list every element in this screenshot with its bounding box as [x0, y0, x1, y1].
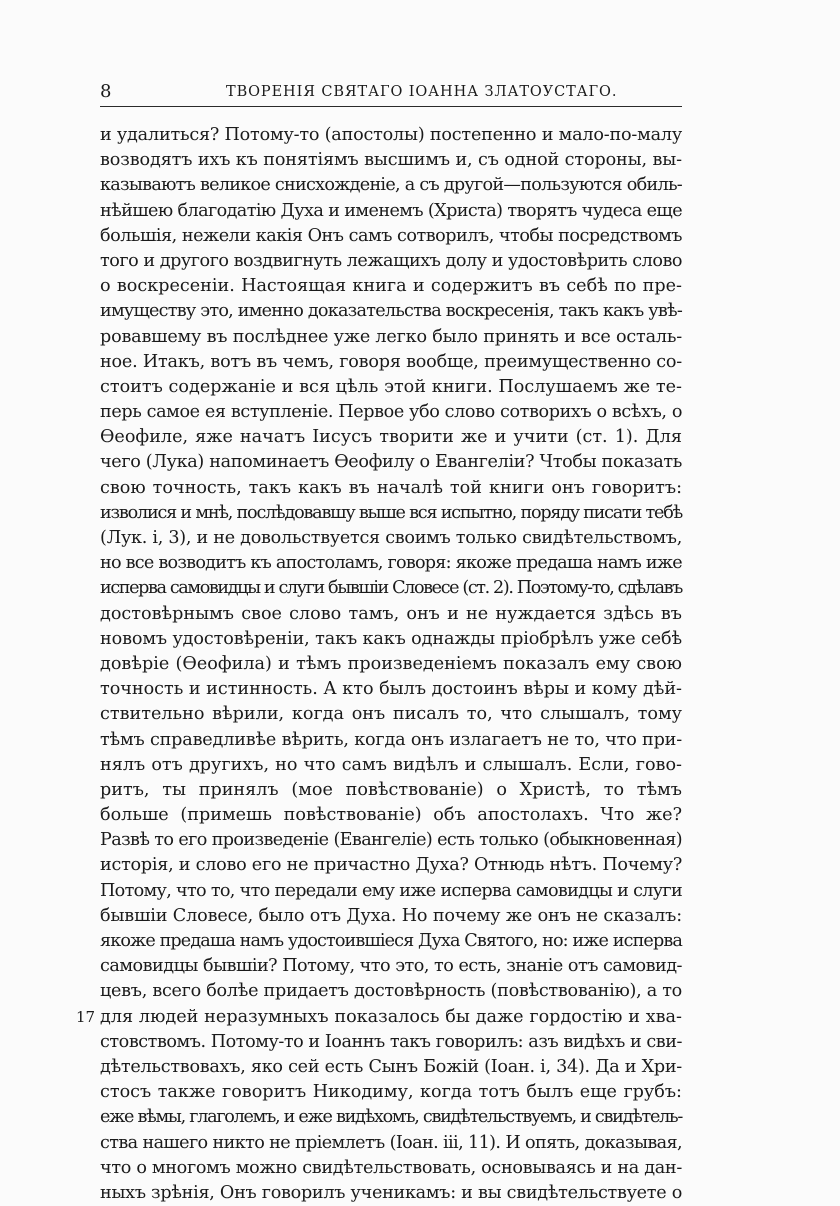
text-line	[100, 501, 682, 526]
text-line-content: ное. Итакъ, вотъ въ чемъ, говоря вообще, преимущественно со-	[100, 351, 683, 372]
text-line-content: (Лук. і, 3), и не довольствуется своимъ только свидѣтельствомъ,	[100, 528, 683, 548]
text-line	[100, 652, 682, 677]
text-line	[100, 803, 682, 828]
text-line-content: ства нашего никто не пріемлетъ (Іоан. ііі, 11). И опять, доказывая,	[100, 1132, 682, 1153]
text-line-content: нѣйшею благодатію Духа и именемъ (Христа) творятъ чудеса еще	[100, 200, 682, 221]
text-line	[100, 1105, 682, 1130]
text-line	[100, 602, 682, 627]
page-header	[100, 80, 682, 104]
text-line	[100, 299, 682, 324]
text-line	[100, 224, 682, 249]
text-line-content: того и другого воздвигнуть лежащихъ долу и удостовѣрить слово	[100, 250, 683, 271]
text-line	[100, 879, 682, 904]
text-line	[100, 350, 682, 375]
text-line	[100, 929, 682, 954]
text-line-content: стоитъ содержаніе и вся цѣль этой книги. Послушаемъ же те-	[100, 376, 682, 397]
text-line	[100, 1030, 682, 1055]
margin-number: 17	[76, 1007, 96, 1026]
text-line-content: точность и истинность. А кто былъ достоинъ вѣры и кому дѣй-	[100, 679, 682, 700]
text-line	[100, 325, 682, 350]
text-line-content: достовѣрнымъ свое слово тамъ, онъ и не нуждается здѣсь въ	[100, 603, 682, 624]
text-line-content: возводятъ ихъ къ понятіямъ высшимъ и, съ одной стороны, вы-	[100, 150, 682, 171]
text-line	[100, 1181, 682, 1206]
text-line-content: Развѣ то его произведеніе (Евангеліе) есть только (обыкновенная)	[100, 830, 682, 851]
header-rule	[100, 106, 682, 107]
text-line-content: и удалиться? Потому-то (апостолы) постепенно и мало-по-малу	[100, 125, 683, 145]
text-line	[100, 728, 682, 753]
text-line	[100, 249, 682, 274]
text-line	[100, 576, 682, 601]
text-line-content: что о многомъ можно свидѣтельствовать, основываясь и на дан-	[100, 1157, 682, 1178]
text-line-content: ритъ, ты принялъ (мое повѣствованіе) о Христѣ, то тѣмъ	[100, 779, 682, 800]
text-line-content: бывшіи Словесе, было отъ Духа. Но почему же онъ не сказалъ:	[100, 905, 683, 926]
text-line	[100, 677, 682, 702]
text-line	[100, 1080, 682, 1105]
text-line-content: Ѳеофиле, яже начатъ Іисусъ творити же и учити (ст. 1). Для	[100, 427, 682, 448]
text-line	[100, 904, 682, 929]
text-line-content: стосъ также говоритъ Никодиму, когда тотъ былъ еще грубъ:	[100, 1082, 682, 1103]
text-line	[100, 551, 682, 576]
text-line	[100, 173, 682, 198]
text-line	[100, 627, 682, 652]
text-line-content: ровавшему въ послѣднее уже легко было принять и все осталь-	[100, 326, 682, 347]
text-line-content: нялъ отъ другихъ, но что самъ видѣлъ и слышалъ. Если, гово-	[100, 754, 682, 775]
text-line-content: цевъ, всего болѣе придаетъ достовѣрность (повѣствованію), а то	[100, 981, 682, 1002]
text-line-content: казываютъ великое снисхожденіе, а съ другой—пользуются обиль-	[100, 175, 682, 196]
text-line-content: самовидцы бывшіи? Потому, что это, то есть, знаніе отъ самовид-	[100, 956, 682, 977]
text-line-content: о воскресеніи. Настоящая книга и содержитъ въ себѣ по пре-	[100, 276, 682, 297]
body-text	[76, 123, 683, 1206]
text-line-content: тѣмъ справедливѣе вѣрить, когда онъ излагаетъ не то, что при-	[100, 729, 683, 750]
text-line	[100, 1156, 682, 1181]
text-line-content: свою точность, такъ какъ въ началѣ той книги онъ говоритъ:	[100, 477, 682, 498]
text-line-content: большія, нежели какія Онъ самъ сотворилъ, чтобы посредствомъ	[100, 225, 683, 246]
text-line-content: стовствомъ. Потому-то и Іоаннъ такъ говорилъ: азъ видѣхъ и сви-	[100, 1031, 682, 1052]
text-line-content: дѣтельствовахъ, яко сей есть Сынъ Божій (Іоан. і, 34). Да и Хри-	[100, 1056, 682, 1077]
text-line	[76, 1005, 682, 1030]
running-title: ТВОРЕНІЯ СВЯТАГО ІОАННА ЗЛАТОУСТАГО.	[226, 84, 618, 100]
text-line-content: ныхъ зрѣнія, Онъ говорилъ ученикамъ: и вы свидѣтельствуете о	[100, 1182, 683, 1203]
text-line-content: якоже предаша намъ удостоившіеся Духа Святого, но: иже исперва	[100, 931, 682, 951]
text-line-content: исперва самовидцы и слуги бывшіи Словесе (ст. 2). Поэтому-то, сдѣлавъ	[100, 578, 682, 599]
text-line	[100, 274, 682, 299]
text-line-content: исторія, и слово его не причастно Духа? Отнюдь нѣтъ. Почему?	[100, 855, 683, 876]
text-line-content: имуществу это, именно доказательства воскресенія, такъ какъ увѣ-	[100, 301, 682, 322]
text-line	[100, 450, 682, 475]
text-line	[100, 954, 682, 979]
text-line-content: больше (примешь повѣствованіе) объ апостолахъ. Что же?	[100, 805, 682, 826]
text-line-content: довѣріе (Ѳеофила) и тѣмъ произведеніемъ показалъ ему свою	[100, 653, 682, 674]
text-line	[100, 476, 682, 501]
text-line	[100, 123, 682, 148]
text-line-content: Потому, что то, что передали ему иже исперва самовидцы и слуги	[100, 880, 683, 901]
text-line	[100, 979, 682, 1004]
page-number: 8	[100, 81, 112, 102]
text-line-content: ствительно вѣрили, когда онъ писалъ то, что слышалъ, тому	[100, 704, 682, 725]
text-line-content: еже вѣмы, глаголемъ, и еже видѣхомъ, свидѣтельствуемъ, и свидѣтель-	[100, 1107, 682, 1128]
text-line	[100, 702, 682, 727]
text-line-content: чего (Лука) напоминаетъ Ѳеофилу о Евангеліи? Чтобы показать	[100, 452, 683, 473]
text-line-content: но все возводитъ къ апостоламъ, говоря: якоже предаша намъ иже	[100, 553, 682, 574]
text-line	[100, 148, 682, 173]
text-line-content: изволися и мнѣ, послѣдовавшу выше вся испытно, порядy писати тебѣ	[100, 502, 683, 523]
text-line	[100, 753, 682, 778]
text-line-content: для людей неразумныхъ показалось бы даже гордостію и хва-	[100, 1006, 682, 1027]
text-line	[100, 526, 682, 551]
text-line	[100, 375, 682, 400]
text-line	[100, 199, 682, 224]
text-line-content: перь самое ея вступленіе. Первое убо слово сотворихъ о всѣхъ, о	[100, 402, 683, 423]
text-line	[100, 425, 682, 450]
text-line	[100, 828, 682, 853]
text-line-content: новомъ удостовѣреніи, такъ какъ однажды пріобрѣлъ уже себѣ	[100, 628, 682, 649]
text-line	[100, 778, 682, 803]
text-line	[100, 1055, 682, 1080]
text-line	[100, 853, 682, 878]
text-line	[100, 400, 682, 425]
text-line	[100, 1131, 682, 1156]
